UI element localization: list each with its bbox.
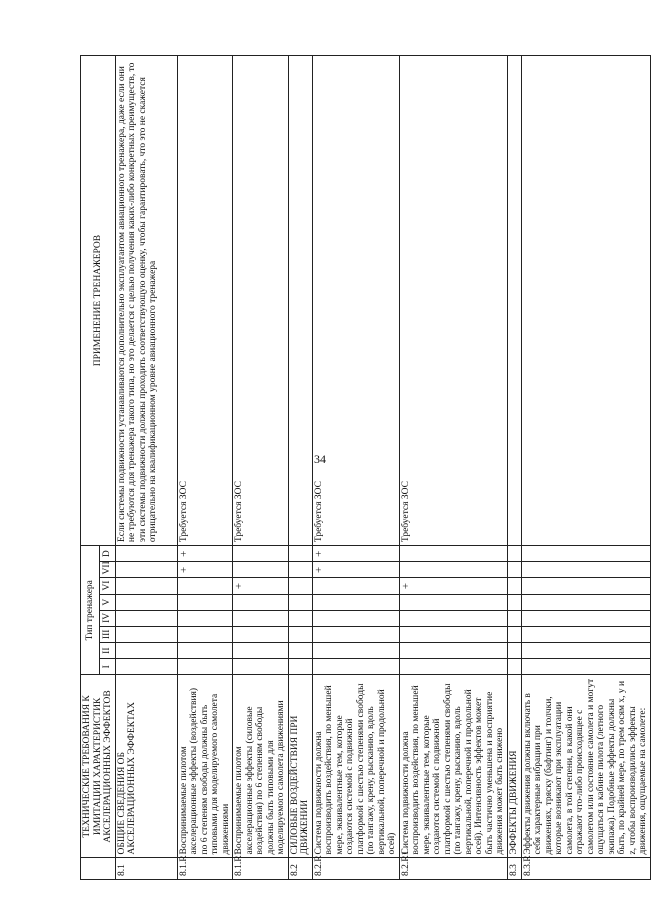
type-mark [399,643,507,659]
row-requirement: Система подвижности должна воспроизводить воздействия, по меньшей мере, эквивалентные тем, которые создаются системой с подвижной платформой с шестью степенями свободы (по тангажу, крену, рысканию, вдоль вертикальной, поперечной и продольной осей) [312,675,399,858]
row-application [507,56,521,546]
type-mark [521,562,650,578]
type-mark [399,610,507,626]
row-application: Требуется ЗОС [177,56,233,546]
requirements-table [80,55,651,880]
type-mark: + [177,546,233,562]
type-mark [521,626,650,642]
row-requirement: ЭФФЕКТЫ ДВИЖЕНИЯ [507,675,521,858]
type-mark [521,610,650,626]
type-mark [288,643,312,659]
row-application [521,56,650,546]
row-requirement: Система подвижности должна воспроизводить воздействия, по меньшей мере, эквивалентные тем, которые создаются системой с подвижной платформой с шестью степенями свободы (по тангажу, крену, рысканию, вдоль вертикальной, поперечной и продольной осей). Интенсивность эффектов может быть частично уменьшена и восприятие движения может быть снижено [399,675,507,858]
table-row [177,56,233,880]
type-mark [288,659,312,675]
type-mark [312,578,399,594]
type-mark [521,659,650,675]
row-number: 8.1.R [177,858,233,880]
type-mark [399,546,507,562]
row-application: Требуется ЗОС [312,56,399,546]
type-mark [507,562,521,578]
header-application: ПРИМЕНЕНИЕ ТРЕНАЖЕРОВ [81,56,116,546]
type-mark [288,546,312,562]
row-number: 8.3.R [521,858,650,880]
row-number: 8.1 [115,858,177,880]
table-row [399,56,507,880]
type-mark: + [177,562,233,578]
type-mark [507,578,521,594]
type-mark [399,659,507,675]
type-mark [521,594,650,610]
type-mark [233,562,289,578]
type-mark [115,546,177,562]
type-mark [177,610,233,626]
table-row [288,56,312,880]
type-mark [399,626,507,642]
row-requirement: Воспринимаемые пилотом акселерационные эффекты (силовые воздействия) по 6 степеням свободы должны быть типовыми для моделируемого самолета движениями [233,675,289,858]
type-mark [312,659,399,675]
type-mark [288,626,312,642]
type-mark [312,610,399,626]
row-number: 8.1.R1 [233,858,289,880]
row-requirement: СИЛОВЫЕ ВОЗДЕЙСТВИЯ ПРИ ДВИЖЕНИИ [288,675,312,858]
type-mark [288,562,312,578]
type-mark [507,594,521,610]
row-requirement: Эффекты движения должны включать в себя характерные вибрации при движениях, тряску (бафтинг) и толчки, которые возникают при эксплуатации самолета, в той степени, в какой они отражают что-либо происходящее с самолетом или состояние самолета и могут ощущаться в кабине пилота (летного экипажа). Подобные эффекты должны быть, по крайней мере, по трем осям x, y и z, чтобы воспроизводились эффекты движения, ощущаемые на самолете: [521,675,650,858]
row-number: 8.2.R1 [399,858,507,880]
type-header: VII [99,562,115,578]
type-mark [507,659,521,675]
table-row [312,56,399,880]
table-row [507,56,521,880]
type-mark [115,659,177,675]
type-mark [507,610,521,626]
type-header: VI [99,578,115,594]
type-mark [115,562,177,578]
header-num-cell [81,858,116,880]
type-mark [233,546,289,562]
type-header: III [99,626,115,642]
row-number: 8.3 [507,858,521,880]
type-mark [115,578,177,594]
type-mark [177,578,233,594]
rotated-table-container [80,55,648,880]
type-mark [233,626,289,642]
type-mark [288,610,312,626]
type-mark [288,594,312,610]
type-mark [399,594,507,610]
type-header: D [99,546,115,562]
type-header: II [99,643,115,659]
type-mark [177,643,233,659]
type-mark [177,659,233,675]
row-application: Требуется ЗОС [233,56,289,546]
type-mark [177,594,233,610]
row-application: Если системы подвижности устанавливаются дополнительно эксплуатантом авиационного тренажера, даже если они не требуются для тренажера такого типа, но это делается с целью получения каких-либо конкретных преимуществ, то эти системы подвижности должны проходить соответствующую оценку, чтобы гарантировать, что это не скажется отрицательно на квалификационном уровне авиационного тренажера [115,56,177,546]
type-mark [115,626,177,642]
type-mark [115,610,177,626]
type-mark [177,626,233,642]
type-mark [115,594,177,610]
type-mark: + [233,578,289,594]
type-mark [507,546,521,562]
type-header: I [99,659,115,675]
table-row [521,56,650,880]
row-number: 8.2 [288,858,312,880]
type-mark [521,578,650,594]
row-application: Требуется ЗОС [399,56,507,546]
type-mark [233,643,289,659]
row-application [288,56,312,546]
type-header: IV [99,610,115,626]
type-mark [521,546,650,562]
type-mark [288,578,312,594]
type-mark: + [312,562,399,578]
type-mark [312,643,399,659]
row-requirement: ОБЩИЕ СВЕДЕНИЯ ОБ АКСЕЛЕРАЦИОННЫХ ЭФФЕКТАХ [115,675,177,858]
type-mark [233,610,289,626]
table-row [233,56,289,880]
header-simulator-type: Тип тренажера [81,546,100,675]
type-header: V [99,594,115,610]
table-row [115,56,177,880]
type-mark [521,643,650,659]
page-number: 34 [314,452,326,466]
row-number: 8.2.R [312,858,399,880]
type-mark [507,643,521,659]
type-mark [312,626,399,642]
type-mark [233,659,289,675]
type-mark [312,594,399,610]
type-mark [507,626,521,642]
type-mark: + [312,546,399,562]
type-mark [115,643,177,659]
header-requirements: ТЕХНИЧЕСКИЕ ТРЕБОВАНИЯ К ИМИТАЦИИ ХАРАКТЕРИСТИК АКСЕЛЕРАЦИОННЫХ ЭФФЕКТОВ [81,675,116,858]
type-mark: + [399,578,507,594]
row-requirement: Воспринимаемые пилотом акселерационные эффекты (воздействия) по 6 степеням свободы должны быть типовыми для моделируемого самолета движениями [177,675,233,858]
type-mark [233,594,289,610]
type-mark [399,562,507,578]
table-header-row [81,56,100,880]
